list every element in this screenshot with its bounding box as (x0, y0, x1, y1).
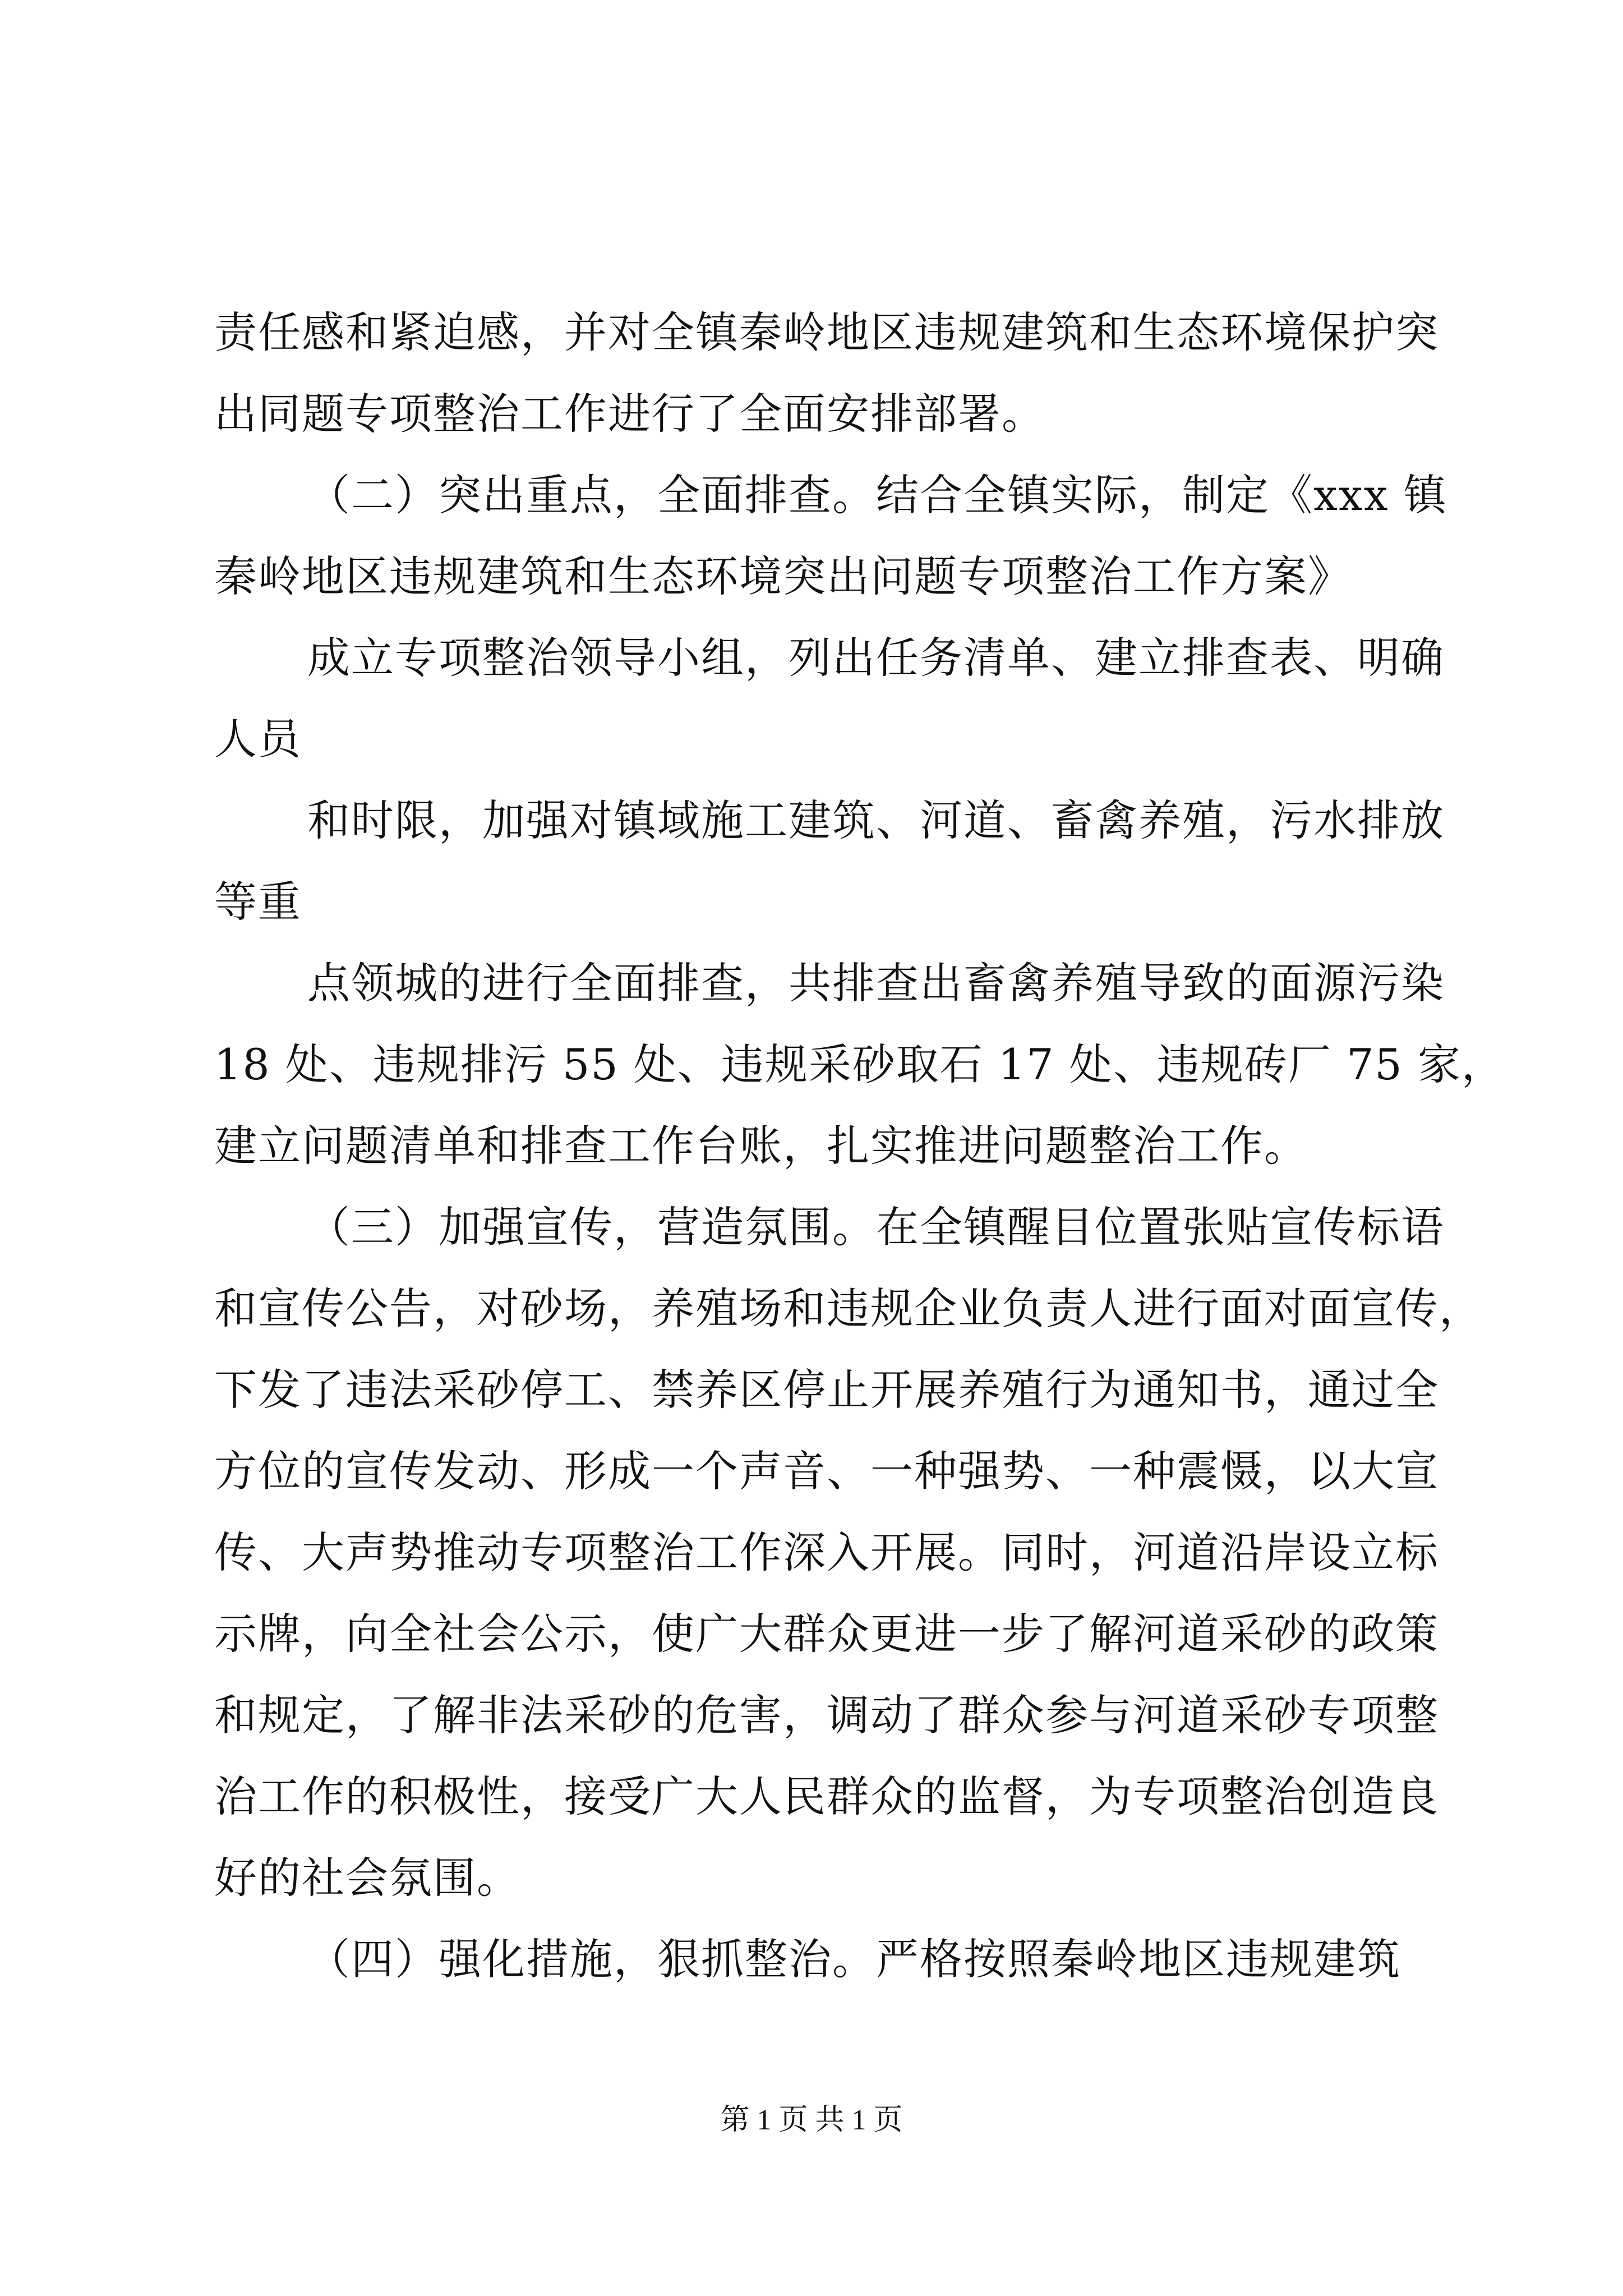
text-line: 和规定，了解非法采砂的危害，调动了群众参与河道采砂专项整 (214, 1690, 1439, 1740)
text-line: 和时限，加强对镇域施工建筑、河道、畜禽养殖，污水排放 (307, 795, 1445, 845)
text-line: 示牌，向全社会公示，使广大群众更进一步了解河道采砂的政策 (214, 1609, 1439, 1659)
text-line: 18 处、违规排污 55 处、违规采砂取石 17 处、违规砖厂 75 家， (214, 1039, 1505, 1089)
text-line: 下发了违法采砂停工、禁养区停止开展养殖行为通知书，通过全 (214, 1365, 1439, 1415)
text-line: （三）加强宣传，营造氛围。在全镇醒目位置张贴宣传标语 (307, 1202, 1445, 1252)
text-line: 成立专项整治领导小组，列出任务清单、建立排查表、明确 (307, 633, 1445, 683)
text-line: 人员 (214, 714, 302, 764)
text-line: 治工作的积极性，接受广大人民群众的监督，为专项整治创造良 (214, 1772, 1439, 1821)
text-line: 点领城的进行全面排查，共排查出畜禽养殖导致的面源污染 (307, 958, 1445, 1008)
page-footer: 第 1 页 共 1 页 (720, 2104, 903, 2136)
text-line: 等重 (214, 877, 302, 927)
text-line: 秦岭地区违规建筑和生态环境突出问题专项整治工作方案》 (214, 551, 1352, 601)
text-line: 建立问题清单和排查工作台账，扎实推进问题整治工作。 (214, 1121, 1308, 1171)
text-line: 好的社会氛围。 (214, 1853, 520, 1903)
text-line: （四）强化措施，狠抓整治。严格按照秦岭地区违规建筑 (307, 1934, 1401, 1984)
document-body (214, 292, 1505, 2000)
text-line: 和宣传公告，对砂场，养殖场和违规企业负责人进行面对面宣传， (214, 1283, 1483, 1333)
text-line: 出同题专项整治工作进行了全面安排部署。 (214, 389, 1045, 439)
text-line: （二）突出重点，全面排查。结合全镇实际，制定《xxx 镇 (307, 470, 1447, 520)
text-line: 方位的宣传发动、形成一个声音、一种强势、一种震慑，以大宣 (214, 1446, 1439, 1496)
text-line: 传、大声势推动专项整治工作深入开展。同时，河道沿岸设立标 (214, 1527, 1439, 1577)
text-line: 责任感和紧迫感，并对全镇秦岭地区违规建筑和生态环境保护突 (214, 307, 1439, 357)
